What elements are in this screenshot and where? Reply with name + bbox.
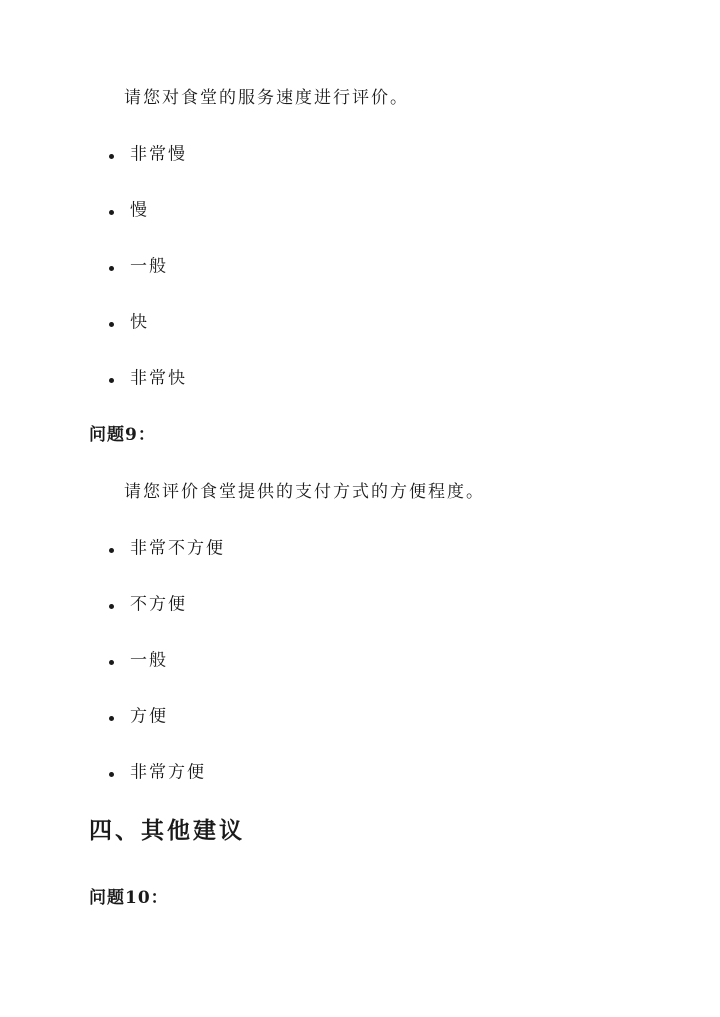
option-convenient[interactable] xyxy=(109,705,168,727)
bullet-icon xyxy=(109,660,114,665)
section-heading: 四、其他建议 xyxy=(89,817,245,844)
option-label: 非常方便 xyxy=(130,762,206,783)
bullet-icon xyxy=(109,548,114,553)
option-label: 非常快 xyxy=(130,368,187,389)
option-fast[interactable] xyxy=(109,311,149,333)
bullet-icon xyxy=(109,322,114,327)
option-very-inconvenient[interactable] xyxy=(109,537,225,559)
option-very-slow[interactable] xyxy=(109,143,187,165)
bullet-icon xyxy=(109,772,114,777)
option-label: 非常不方便 xyxy=(130,538,225,559)
option-label: 一般 xyxy=(130,256,168,277)
option-label: 快 xyxy=(130,312,149,333)
option-label: 慢 xyxy=(130,200,149,221)
question-9-prompt: 请您评价食堂提供的支付方式的方便程度。 xyxy=(124,482,485,502)
bullet-icon xyxy=(109,154,114,159)
option-label: 一般 xyxy=(130,650,168,671)
option-slow[interactable] xyxy=(109,199,149,221)
option-average[interactable] xyxy=(109,255,168,277)
question-8-prompt: 请您对食堂的服务速度进行评价。 xyxy=(124,88,409,108)
option-very-convenient[interactable] xyxy=(109,761,206,783)
bullet-icon xyxy=(109,378,114,383)
question-10-label: 问题10： xyxy=(89,888,169,908)
bullet-icon xyxy=(109,266,114,271)
option-average[interactable] xyxy=(109,649,168,671)
option-label: 不方便 xyxy=(130,594,187,615)
option-label: 非常慢 xyxy=(130,144,187,165)
option-label: 方便 xyxy=(130,706,168,727)
question-9-label: 问题9： xyxy=(89,425,156,445)
bullet-icon xyxy=(109,210,114,215)
bullet-icon xyxy=(109,604,114,609)
bullet-icon xyxy=(109,716,114,721)
option-inconvenient[interactable] xyxy=(109,593,187,615)
option-very-fast[interactable] xyxy=(109,367,187,389)
